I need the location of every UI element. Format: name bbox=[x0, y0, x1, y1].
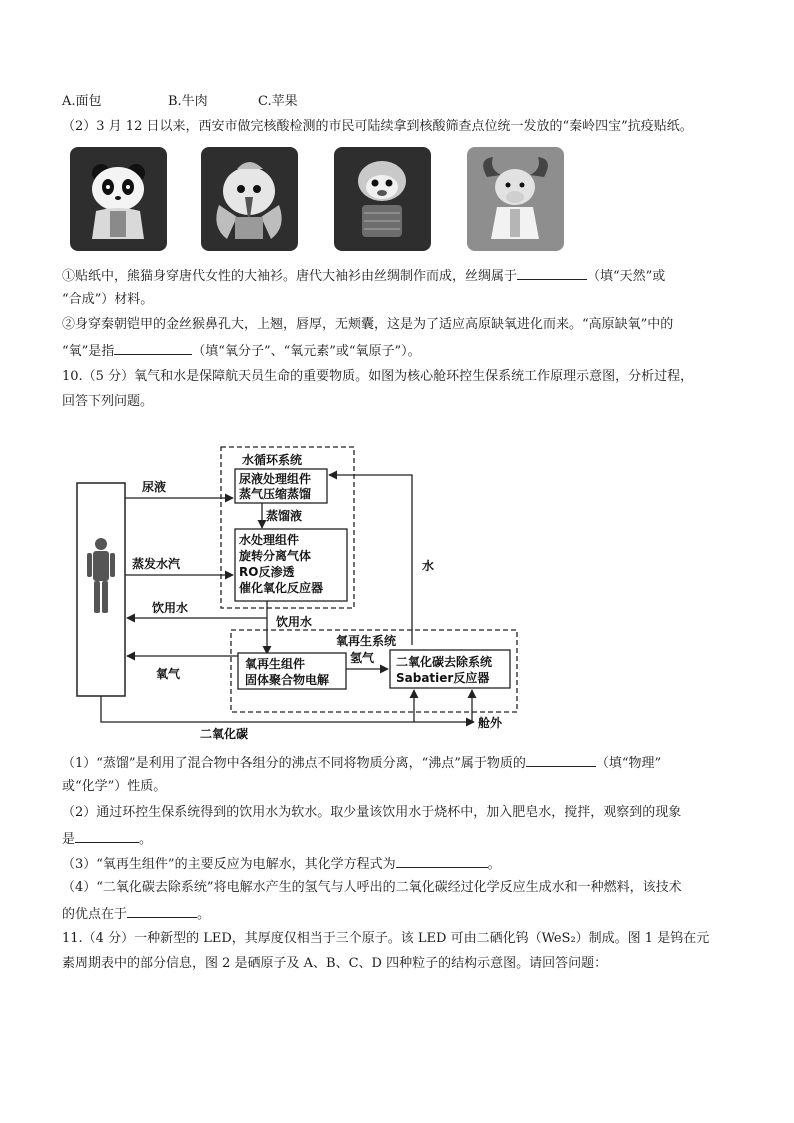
q10-sub2-text-c: 。 bbox=[139, 832, 153, 847]
q10-sub1 bbox=[62, 752, 661, 774]
option-b: B.牛肉 bbox=[168, 94, 208, 109]
item1-text-b: （填“天然”或 bbox=[587, 269, 666, 284]
co2-unit-label-1: 二氧化碳去除系统 bbox=[396, 655, 493, 669]
q10-sub4-text-b: 的优点在于 bbox=[62, 907, 128, 922]
oxygen-system-label: 氧再生系统 bbox=[336, 634, 397, 648]
outside-label: 舱外 bbox=[478, 716, 503, 730]
co2-label: 二氧化碳 bbox=[200, 727, 249, 740]
q10-sub3-text-a: （3）“氧再生组件”的主要反应为电解水，其化学方程式为 bbox=[62, 857, 396, 872]
water-unit-label-2: 旋转分离气体 bbox=[239, 549, 312, 563]
q10-sub1-line2: 或“化学”）性质。 bbox=[62, 779, 167, 794]
q10-sub2-line2 bbox=[62, 828, 152, 850]
option-a: A.面包 bbox=[62, 94, 102, 109]
water-unit-label-3: RO反渗透 bbox=[239, 565, 295, 579]
item2-text-c: （填“氧分子”、“氧元素”或“氧原子”）。 bbox=[192, 344, 421, 359]
option-c: C.苹果 bbox=[258, 94, 298, 109]
golden-monkey-sticker bbox=[334, 147, 431, 251]
item1-line-2: “合成”）材料。 bbox=[62, 292, 154, 307]
q10-intro-2: 回答下列问题。 bbox=[62, 394, 154, 409]
takin-sticker bbox=[467, 147, 564, 251]
urine-unit-label-1: 尿液处理组件 bbox=[239, 472, 312, 486]
q10-sub4-line2 bbox=[62, 903, 210, 925]
oxygen-label: 氧气 bbox=[156, 667, 181, 681]
q10-intro: 10.（5 分）氧气和水是保障航天员生命的重要物质。如图为核心舱环控生保系统工作原理示意图，分析过程， bbox=[62, 369, 694, 384]
co2-unit-label-2: Sabatier反应器 bbox=[396, 671, 490, 685]
item1-text-a: ①贴纸中，熊猫身穿唐代女性的大袖衫。唐代大袖衫由丝绸制作而成，丝绸属于 bbox=[62, 269, 518, 284]
q9-part2-intro: （2）3 月 12 日以来，西安市做完核酸检测的市民可陆续拿到核酸筛查点位统一发放的“秦岭四宝”抗疫贴纸。 bbox=[62, 119, 693, 134]
answer-blank-oxygen[interactable] bbox=[114, 340, 192, 355]
oxygen-unit-label-2: 固体聚合物电解 bbox=[245, 673, 330, 687]
urine-label: 尿液 bbox=[142, 480, 167, 494]
water-system-label: 水循环系统 bbox=[242, 453, 303, 467]
q10-sub4-text-c: 。 bbox=[197, 907, 211, 922]
answer-blank-equation[interactable] bbox=[396, 853, 488, 868]
q10-sub3 bbox=[62, 853, 501, 875]
q10-sub1-text-b: （填“物理” bbox=[595, 756, 662, 771]
q10-sub2: （2）通过环控生保系统得到的饮用水为软水。取少量该饮用水于烧杯中，加入肥皂水，搅拌，观察到的现象 bbox=[62, 805, 682, 820]
item1-line bbox=[62, 265, 665, 287]
answer-blank-material[interactable] bbox=[517, 265, 587, 280]
answer-blank-phenomenon[interactable] bbox=[75, 828, 139, 843]
answer-blank-advantage[interactable] bbox=[127, 903, 197, 918]
distillate-label: 蒸馏液 bbox=[266, 509, 303, 523]
q10-sub2-text-b: 是 bbox=[62, 832, 76, 847]
urine-unit-label-2: 蒸气压缩蒸馏 bbox=[239, 487, 312, 501]
item2-line: ②身穿秦朝铠甲的金丝猴鼻孔大，上翘，唇厚，无颊囊，这是为了适应高原缺氧进化而来。“高原缺氧”中的 bbox=[62, 317, 674, 332]
water-label: 水 bbox=[422, 559, 435, 573]
panda-sticker bbox=[70, 147, 167, 251]
answer-blank-property[interactable] bbox=[526, 752, 596, 767]
q11-line-2: 素周期表中的部分信息，图 2 是硒原子及 A、B、C、D 四种粒子的结构示意图。请回答问题： bbox=[62, 956, 608, 971]
q10-sub4: （4）“二氧化碳去除系统”将电解水产生的氢气与人呼出的二氧化碳经过化学反应生成水和一种燃料，该技术 bbox=[62, 880, 682, 895]
item2-line-2 bbox=[62, 340, 421, 362]
hydrogen-label: 氢气 bbox=[350, 651, 375, 665]
vapor-label: 蒸发水汽 bbox=[132, 557, 181, 571]
drinking-water-label-1: 饮用水 bbox=[152, 601, 189, 615]
astronaut-box bbox=[77, 483, 125, 696]
q11-line: 11.（4 分）一种新型的 LED，其厚度仅相当于三个原子。该 LED 可由二硒化钨（WeS₂）制成。图 1 是钨在元 bbox=[62, 931, 710, 946]
water-unit-label-1: 水处理组件 bbox=[239, 533, 300, 547]
crested-ibis-sticker bbox=[201, 147, 298, 251]
water-unit-label-4: 催化氧化反应器 bbox=[239, 581, 324, 595]
oxygen-unit-label-1: 氧再生组件 bbox=[245, 657, 306, 671]
item2-text-b: “氧”是指 bbox=[62, 344, 115, 359]
q10-sub1-text-a: （1）“蒸馏”是利用了混合物中各组分的沸点不同将物质分离，“沸点”属于物质的 bbox=[62, 756, 526, 771]
q10-sub3-text-b: 。 bbox=[487, 857, 501, 872]
life-support-diagram bbox=[60, 440, 760, 740]
drinking-water-label-2: 饮用水 bbox=[276, 615, 313, 629]
